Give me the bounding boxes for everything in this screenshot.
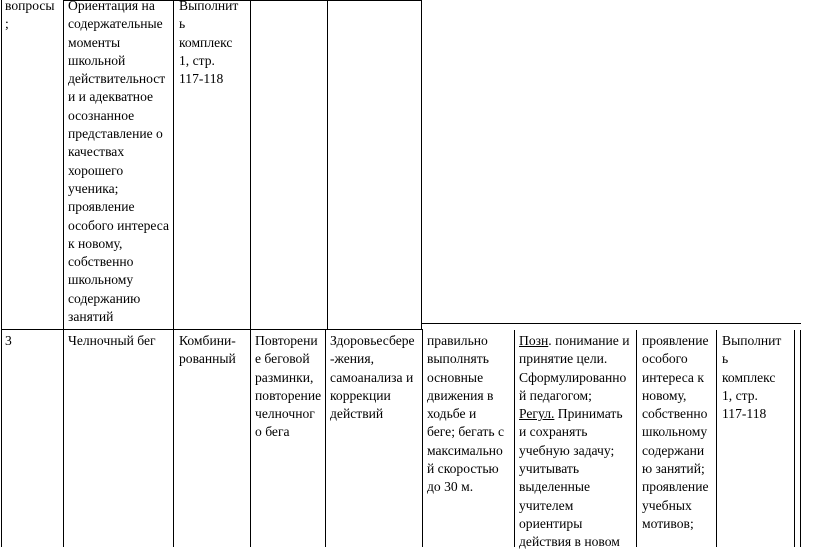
column-divider — [325, 330, 326, 547]
row2-col4-content: Повторени е беговой разминки, повторение челночног о бега — [255, 333, 322, 440]
row2-col6-outcomes: правильно выполнять основные движения в ходьбе и беге; бегать с максимально й скоростью до 30 м. — [427, 333, 504, 495]
column-divider — [636, 330, 637, 547]
reg-label: Регул. — [519, 406, 555, 422]
row2-col3-type: Комбини- рованный — [179, 333, 236, 367]
column-divider — [250, 0, 251, 330]
column-divider — [794, 330, 795, 547]
column-divider — [63, 0, 64, 547]
row-divider — [422, 323, 801, 324]
row2-col5-technologies: Здоровьесбере -жения, самоанализа и коррекции действий — [330, 333, 415, 422]
row2-col9-homework: Выполнит ь комплекс 1, стр. 117-118 — [722, 333, 782, 422]
row2-col2-topic: Челночный бег — [68, 333, 156, 348]
row2-col8-personal: проявление особого интереса к новому, собственно школьному содержани ю занятий; проявление учебных мотивов; — [642, 333, 709, 531]
row1-col3: Выполнит ь комплекс 1, стр. 117-118 — [179, 0, 239, 87]
column-divider — [173, 0, 174, 547]
column-divider — [421, 0, 422, 330]
poz-label: Позн — [519, 333, 549, 348]
column-divider — [716, 330, 717, 547]
column-divider — [422, 330, 423, 547]
row1-col1: вопросы ; — [5, 0, 55, 32]
row2-col7-uud: Позн. понимание и принятие цели. Сформулированно й педагогом; Регул. Принимать и сохранять учебную задачу; учитывать выделенные учителем ориентиры действия в новом — [519, 333, 630, 550]
column-divider — [250, 330, 251, 547]
column-divider — [800, 330, 801, 547]
column-divider — [514, 330, 515, 547]
row2-col1-number: 3 — [5, 333, 12, 348]
row-divider — [1, 329, 423, 330]
column-divider — [327, 0, 328, 330]
row1-col2: Ориентация на содержательные моменты школьной действительност и и адекватное осознанное представление о качествах хорошего ученика; проявление особого интереса к новому, собственно школьному содержанию занятий — [68, 0, 170, 325]
table-border — [1, 0, 2, 547]
